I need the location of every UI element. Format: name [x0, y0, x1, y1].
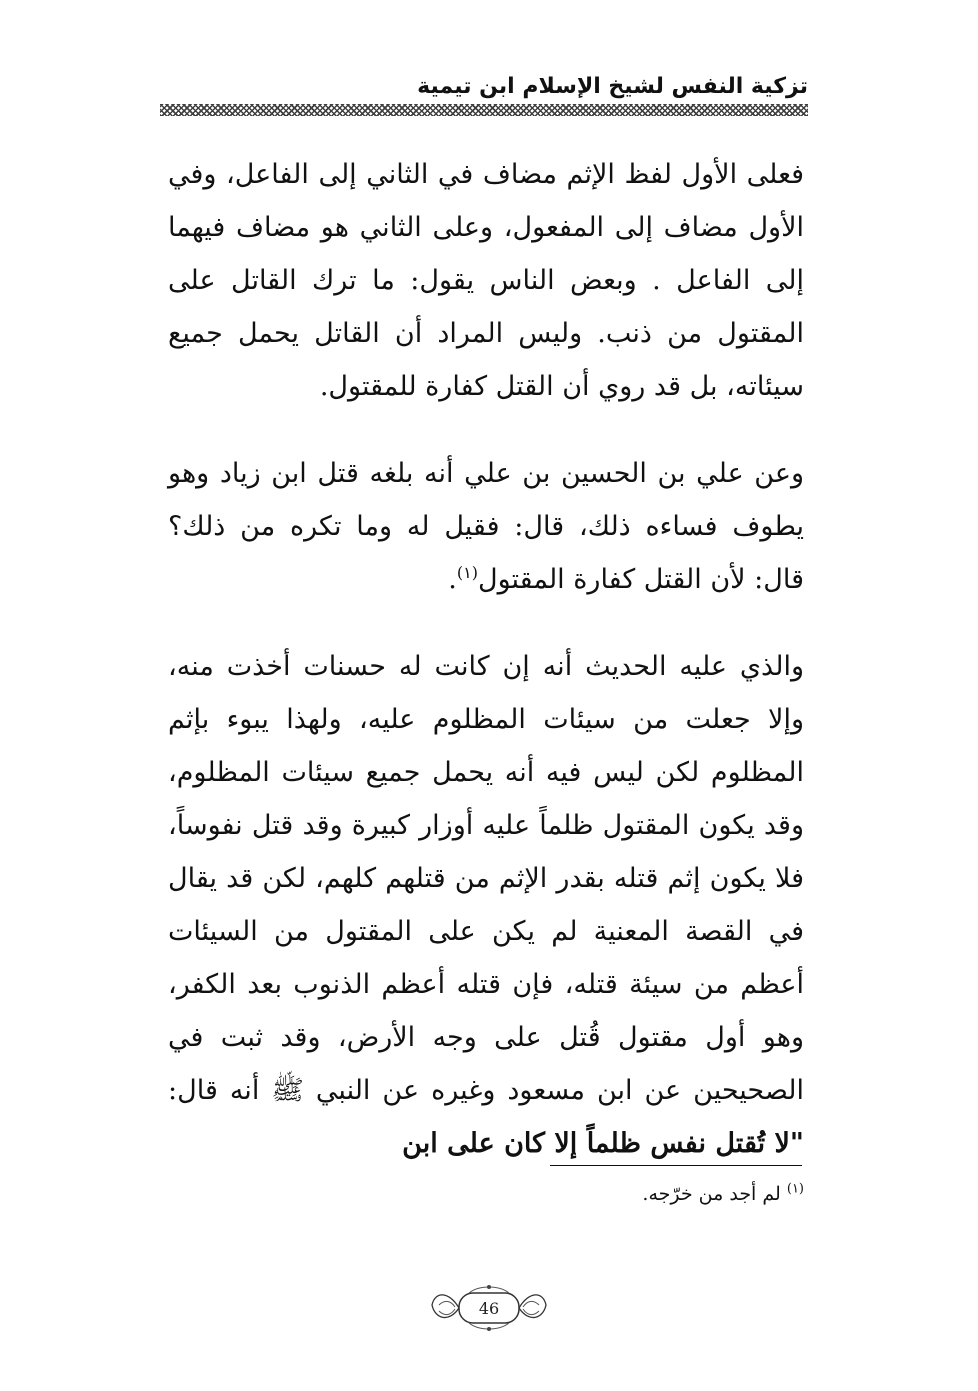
footnote: [168, 1180, 804, 1208]
footnote-marker: (١): [786, 1181, 804, 1197]
paragraph-3-text: والذي عليه الحديث أنه إن كانت له حسنات أخذت منه، وإلا جعلت من سيئات المظلوم عليه، ولهذا يبوء بإثم المظلوم لكن ليس فيه أنه يحمل جميع سيئات المظلوم، وقد يكون المقتول ظلماً عليه أوزار كبيرة وقد قتل نفوساً، فلا يكون إثم قتله بقدر الإثم من قتلهم كلهم، لكن قد يقال في القصة المعنية لم يكن على المقتول من السيئات أعظم من سيئة قتله، فإن قتله أعظم الذنوب بعد الكفر، وهو أول مقتول قُتل على وجه الأرض، وقد ثبت في الصحيحين عن ابن مسعود وغيره عن النبي ﷺ أنه قال:: [168, 651, 804, 1106]
header-decorative-rule: [160, 104, 808, 116]
hadith-quote: "لا تُقتل نفس ظلماً إلا كان على ابن: [402, 1128, 804, 1159]
footnote-reference: (١): [456, 563, 478, 582]
paragraph-1: فعلى الأول لفظ الإثم مضاف في الثاني إلى الفاعل، وفي الأول مضاف إلى المفعول، وعلى الثاني هو مضاف فيهما إلى الفاعل . وبعض الناس يقول: ما ترك القاتل على المقتول من ذنب. وليس المراد أن القاتل يحمل جميع سيئاته، بل قد روي أن القتل كفارة للمقتول.: [168, 159, 804, 402]
paragraph-3: [168, 640, 804, 1170]
paragraph-2-end: .: [448, 564, 457, 595]
body-text: [168, 148, 804, 1170]
running-header: تزكية النفس لشيخ الإسلام ابن تيمية: [417, 74, 808, 99]
paragraph-2: [168, 447, 804, 606]
page-number: 46: [478, 1299, 500, 1318]
footnote-separator: [550, 1165, 802, 1166]
footnote-text: لم أجد من خرّجه.: [642, 1183, 787, 1205]
paragraph-2-text: وعن علي بن الحسين بن علي أنه بلغه قتل ابن زياد وهو يطوف فساءه ذلك، قال: فقيل له وما تكره من ذلك؟ قال: لأن القتل كفارة المقتول: [168, 458, 804, 595]
